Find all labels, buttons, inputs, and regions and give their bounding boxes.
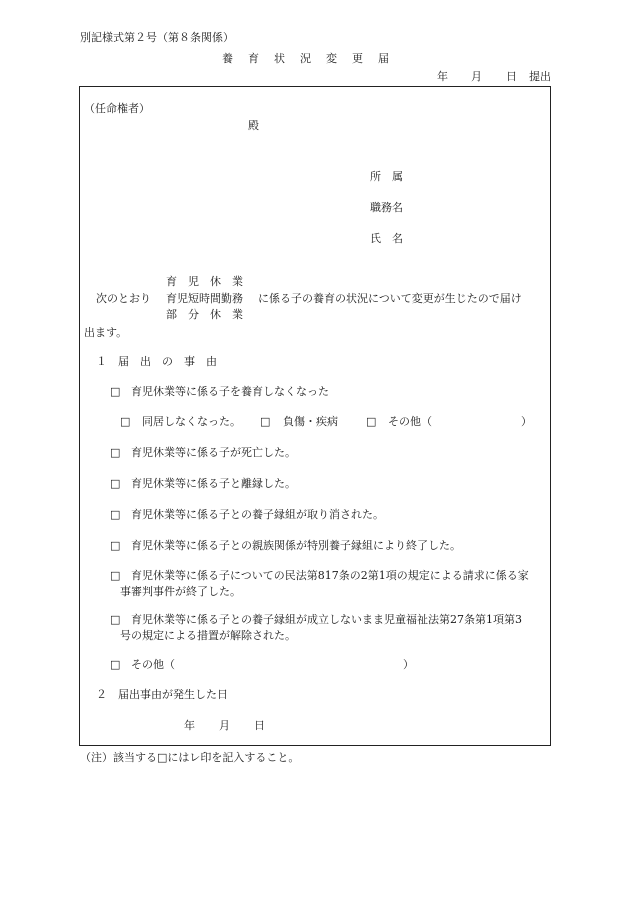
sub-1-label: 同居しなくなった。 (142, 415, 241, 428)
reason-7-checkbox[interactable]: □ (110, 613, 121, 626)
date-month-label: 月 (471, 70, 482, 83)
date-day-label: 日 (506, 70, 517, 83)
reason-6-checkbox[interactable]: □ (110, 569, 121, 582)
leave-type-partial: 部 分 休 業 (166, 308, 243, 321)
intro-continuation: 出ます。 (84, 326, 128, 339)
occurrence-year-label: 年 (184, 719, 195, 732)
reason-8-close: ） (403, 658, 414, 671)
reason-7-label-line1: 育児休業等に係る子との養子縁組が成立しないまま児童福祉法第27条第1項第3 (131, 613, 522, 626)
reason-2-checkbox[interactable]: □ (110, 446, 121, 459)
reason-3-checkbox[interactable]: □ (110, 477, 121, 490)
reason-1-checkbox[interactable]: □ (110, 385, 121, 398)
reason-6-label-line1: 育児休業等に係る子についての民法第817条の2第1項の規定による請求に係る家 (131, 569, 529, 582)
sub-1-checkbox[interactable]: □ (120, 415, 131, 428)
reason-1-label: 育児休業等に係る子を養育しなくなった (131, 385, 329, 398)
reason-2-label: 育児休業等に係る子が死亡した。 (131, 446, 296, 459)
date-year-label: 年 (437, 70, 448, 83)
reason-4-label: 育児休業等に係る子との養子縁組が取り消された。 (131, 508, 384, 521)
reason-5-checkbox[interactable]: □ (110, 539, 121, 552)
sub-3-checkbox[interactable]: □ (366, 415, 377, 428)
reason-4-checkbox[interactable]: □ (110, 508, 121, 521)
section2-heading: ２ 届出事由が発生した日 (96, 688, 228, 701)
intro-suffix: に係る子の養育の状況について変更が生じたので届け (258, 292, 522, 305)
affiliation-label: 所 属 (370, 170, 403, 183)
intro-prefix: 次のとおり (96, 292, 151, 305)
form-number: 別記様式第２号（第８条関係） (80, 31, 234, 44)
leave-type-short-hours: 育児短時間勤務 (166, 292, 243, 305)
sub-2-checkbox[interactable]: □ (260, 415, 271, 428)
reason-8-label: その他（ (131, 658, 175, 671)
honorific-label: 殿 (248, 119, 259, 132)
reason-5-label: 育児休業等に係る子との親族関係が特別養子縁組により終了した。 (131, 539, 461, 552)
sub-2-label: 負傷・疾病 (283, 415, 338, 428)
footnote: （注）該当する□にはレ印を記入すること。 (80, 751, 300, 764)
reason-7-label-line2: 号の規定による措置が解除された。 (120, 629, 296, 642)
appointer-label: （任命権者） (84, 102, 150, 115)
page-title: 養 育 状 況 変 更 届 (222, 52, 391, 65)
reason-6-label-line2: 事審判事件が終了した。 (120, 585, 241, 598)
occurrence-month-label: 月 (219, 719, 230, 732)
reason-8-checkbox[interactable]: □ (110, 658, 121, 671)
position-label: 職務名 (370, 201, 403, 214)
occurrence-day-label: 日 (254, 719, 265, 732)
sub-3-close: ） (521, 415, 532, 428)
sub-3-label: その他（ (388, 415, 432, 428)
leave-type-childcare: 育 児 休 業 (166, 275, 243, 288)
date-submitted-label: 提出 (529, 70, 551, 83)
reason-3-label: 育児休業等に係る子と離縁した。 (131, 477, 296, 490)
section1-heading: １ 届 出 の 事 由 (96, 355, 217, 368)
name-label: 氏 名 (370, 232, 403, 245)
